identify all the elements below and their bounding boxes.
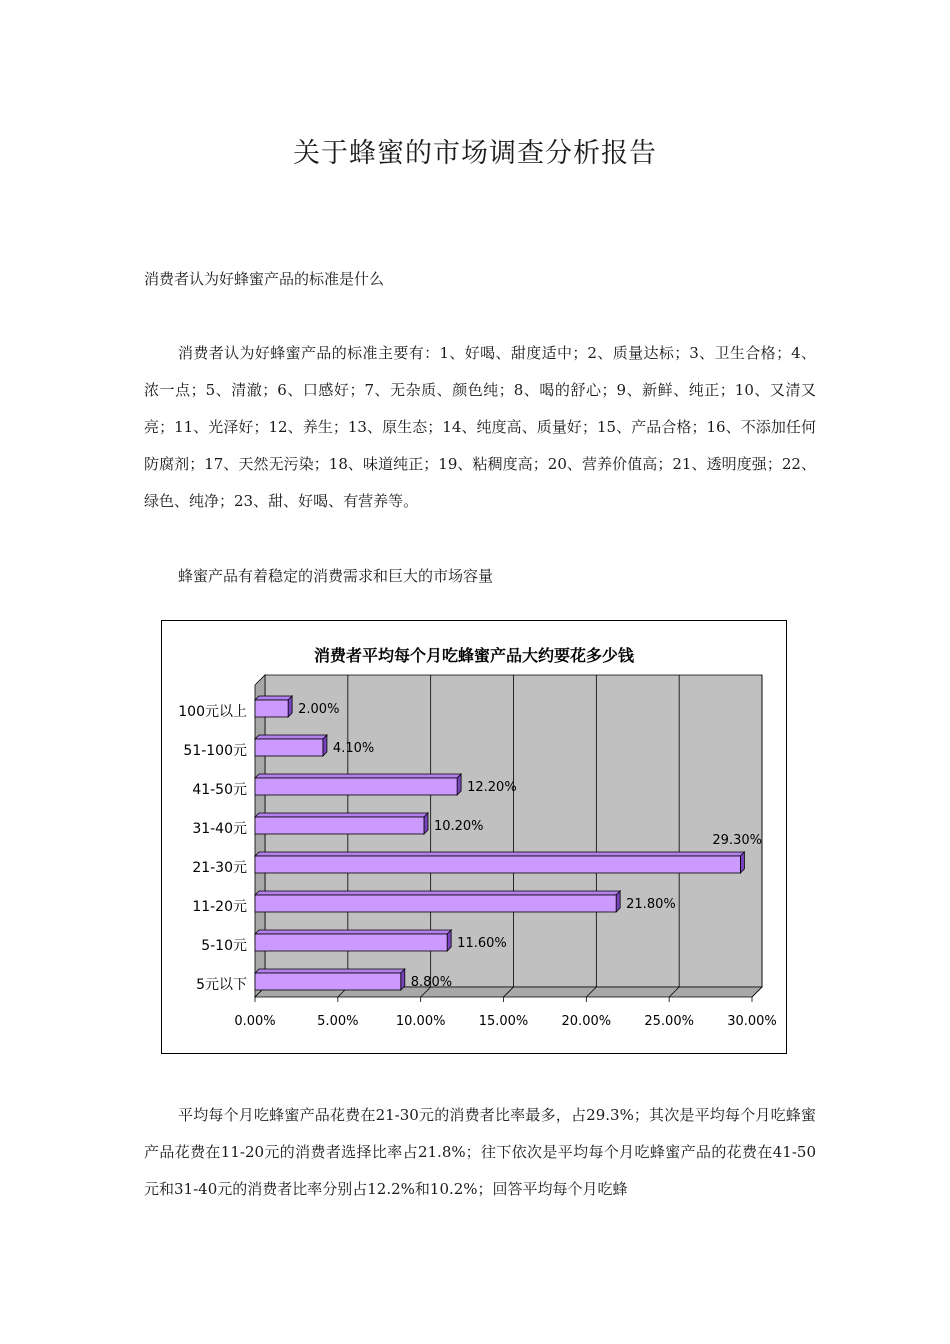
bar (255, 895, 616, 912)
bar-side (447, 930, 451, 951)
bar-side (323, 735, 327, 756)
bar-side (457, 774, 461, 795)
bar-top (255, 696, 292, 700)
x-tick-label: 5.00% (317, 1014, 359, 1029)
value-label: 2.00% (298, 702, 340, 717)
bar (255, 856, 740, 873)
category-label: 31-40元 (192, 821, 247, 837)
paragraph-analysis: 平均每个月吃蜂蜜产品花费在21-30元的消费者比率最多，占29.3%；其次是平均每个月吃蜂蜜产品花费在11-20元的消费者选择比率占21.8%；往下依次是平均每个月吃蜂蜜产品的花费在41-50元和31-40元的消费者比率分别占12.2%和10.2%；回答平均每个月吃蜂 (144, 1106, 816, 1198)
x-tick-label: 30.00% (727, 1014, 777, 1029)
category-label: 21-30元 (192, 860, 247, 876)
category-label: 11-20元 (192, 899, 247, 915)
category-label: 5-10元 (201, 938, 247, 954)
bar-side (401, 969, 405, 990)
value-label: 11.60% (457, 936, 507, 951)
bar (255, 817, 424, 834)
value-label: 4.10% (332, 741, 375, 756)
value-label: 8.80% (410, 975, 453, 990)
category-label: 51-100元 (183, 743, 247, 759)
value-label: 21.80% (626, 897, 676, 912)
section-heading: 消费者认为好蜂蜜产品的标准是什么 (144, 270, 385, 288)
bar (255, 934, 447, 951)
bar-top (255, 774, 461, 778)
spending-chart (161, 620, 787, 1054)
bar-top (255, 852, 744, 856)
category-label: 41-50元 (192, 782, 247, 798)
x-tick-label: 10.00% (395, 1014, 446, 1029)
chart-svg (162, 621, 786, 1053)
bar-side (740, 852, 744, 873)
document-title: 关于蜂蜜的市场调查分析报告 (293, 138, 657, 169)
bar-top (255, 813, 428, 817)
x-tick-label: 15.00% (478, 1014, 529, 1029)
value-label: 12.20% (467, 780, 517, 795)
x-tick-label: 20.00% (561, 1014, 612, 1029)
bar-side (616, 891, 620, 912)
paragraph-standards: 消费者认为好蜂蜜产品的标准主要有：1、好喝、甜度适中；2、质量达标；3、卫生合格；4、浓一点；5、清澈；6、口感好；7、无杂质、颜色纯；8、喝的舒心；9、新鲜、纯正；10、又清又亮；11、光泽好；12、养生；13、原生态；14、纯度高、质量好；15、产品合格；16、不添加任何防腐剂；17、天然无污染；18、味道纯正；19、粘稠度高；20、营养价值高；21、透明度强；22、绿色、纯净；23、甜、好喝、有营养等。 (144, 344, 816, 510)
bar-top (255, 735, 327, 739)
bar-top (255, 930, 451, 934)
value-label: 10.20% (433, 819, 484, 834)
bar (255, 973, 401, 990)
category-label: 5元以下 (196, 977, 247, 993)
chart-title: 消费者平均每个月吃蜂蜜产品大约要花多少钱 (313, 646, 635, 665)
bar (255, 739, 323, 756)
bar (255, 700, 288, 717)
bar (255, 778, 457, 795)
section-subheading: 蜂蜜产品有着稳定的消费需求和巨大的市场容量 (178, 567, 494, 585)
x-tick-label: 25.00% (644, 1014, 694, 1029)
bar-side (288, 696, 292, 717)
bar-top (255, 891, 620, 895)
bar-top (255, 969, 405, 973)
value-label: 29.30% (712, 833, 762, 848)
bar-side (424, 813, 428, 834)
x-tick-label: 0.00% (234, 1014, 276, 1029)
category-label: 100元以上 (178, 704, 247, 720)
